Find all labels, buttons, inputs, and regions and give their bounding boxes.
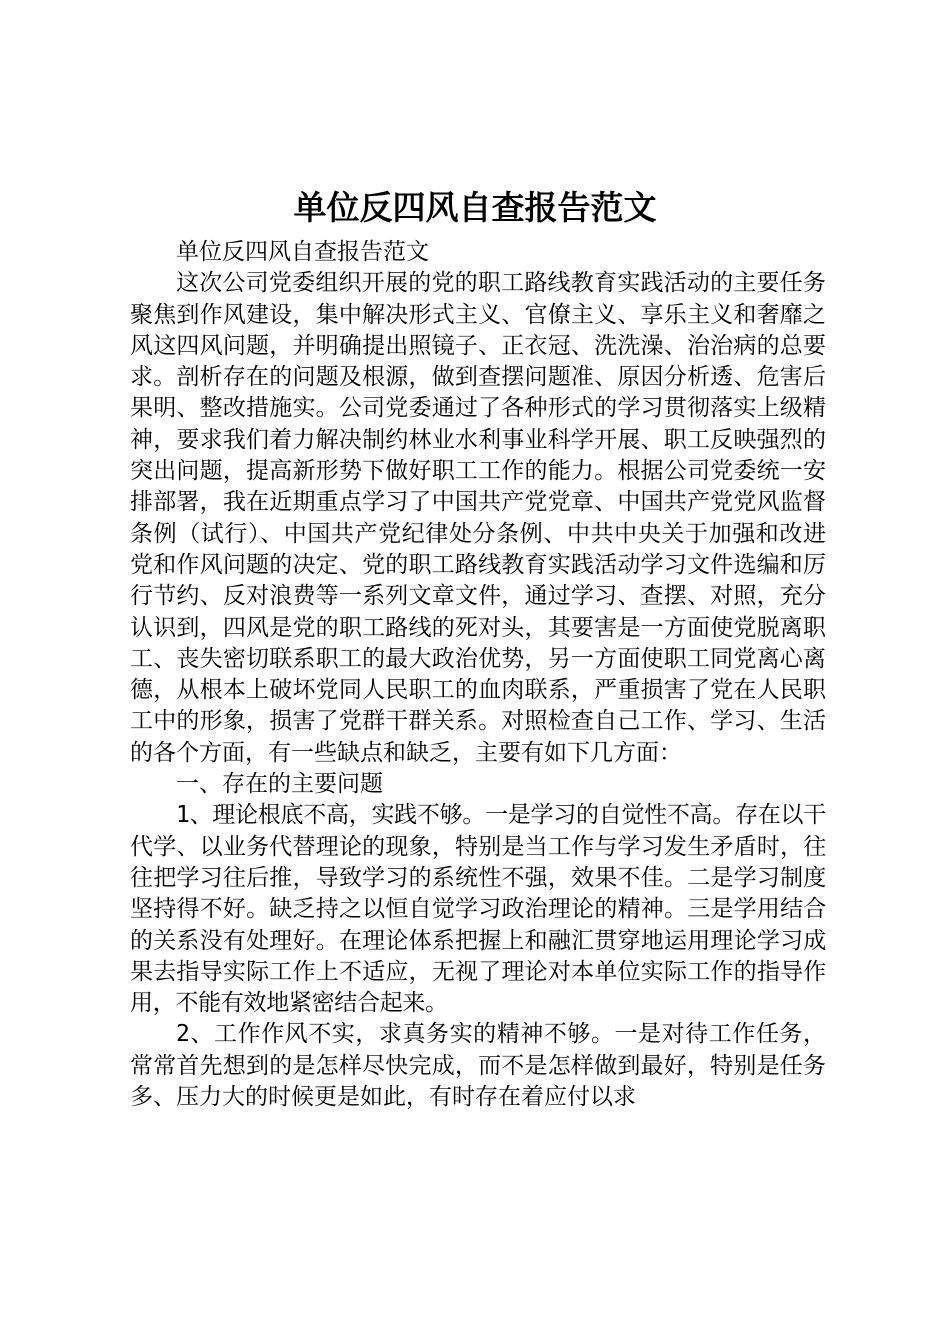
subtitle-paragraph: 单位反四风自查报告范文 [176, 239, 429, 265]
problem-1-paragraph: 1、理论根底不高，实践不够。一是学习的自觉性不高。存在以干代学、以业务代替理论的现象，特别是当工作与学习发生矛盾时，往往把学习往后推，导致学习的系统性不强，效果不佳。二是学习制度坚持得不好。缺乏持之以恒自觉学习政治理论的精神。三是学用结合的关系没有处理好。在理论体系把握上和融汇贯穿地运用理论学习成果去指导实际工作上不适应，无视了理论对本单位实际工作的指导作用，不能有效地紧密结合起来。 [130, 802, 826, 1017]
problem-2-paragraph: 2、工作作风不实，求真务实的精神不够。一是对待工作任务，常常首先想到的是怎样尽快完成，而不是怎样做到最好，特别是任务多、压力大的时候更是如此，有时存在着应付以求 [130, 1021, 826, 1111]
section-heading: 一、存在的主要问题 [176, 771, 383, 798]
document-title: 单位反四风自查报告范文 [293, 188, 657, 227]
document-body [130, 237, 826, 1113]
intro-paragraph: 这次公司党委组织开展的党的职工路线教育实践活动的主要任务聚焦到作风建设，集中解决形式主义、官僚主义、享乐主义和奢靡之风这四风问题，并明确提出照镜子、正衣冠、洗洗澡、治治病的总要求。剖析存在的问题及根源，做到查摆问题准、原因分析透、危害后果明、整改措施实。公司党委通过了各种形式的学习贯彻落实上级精神，要求我们着力解决制约林业水利事业科学开展、职工反映强烈的突出问题，提高新形势下做好职工工作的能力。根据公司党委统一安排部署，我在近期重点学习了中国共产党党章、中国共产党党风监督条例（试行）、中国共产党纪律处分条例、中共中央关于加强和改进党和作风问题的决定、党的职工路线教育实践活动学习文件选编和厉行节约、反对浪费等一系列文章文件，通过学习、查摆、对照，充分认识到，四风是党的职工路线的死对头，其要害是一方面使党脱离职工、丧失密切联系职工的最大政治优势，另一方面使职工同党离心离德，从根本上破坏党同人民职工的血肉联系，严重损害了党在人民职工中的形象，损害了党群干群关系。对照检查自己工作、学习、生活的各个方面，有一些缺点和缺乏，主要有如下几方面： [130, 270, 826, 766]
